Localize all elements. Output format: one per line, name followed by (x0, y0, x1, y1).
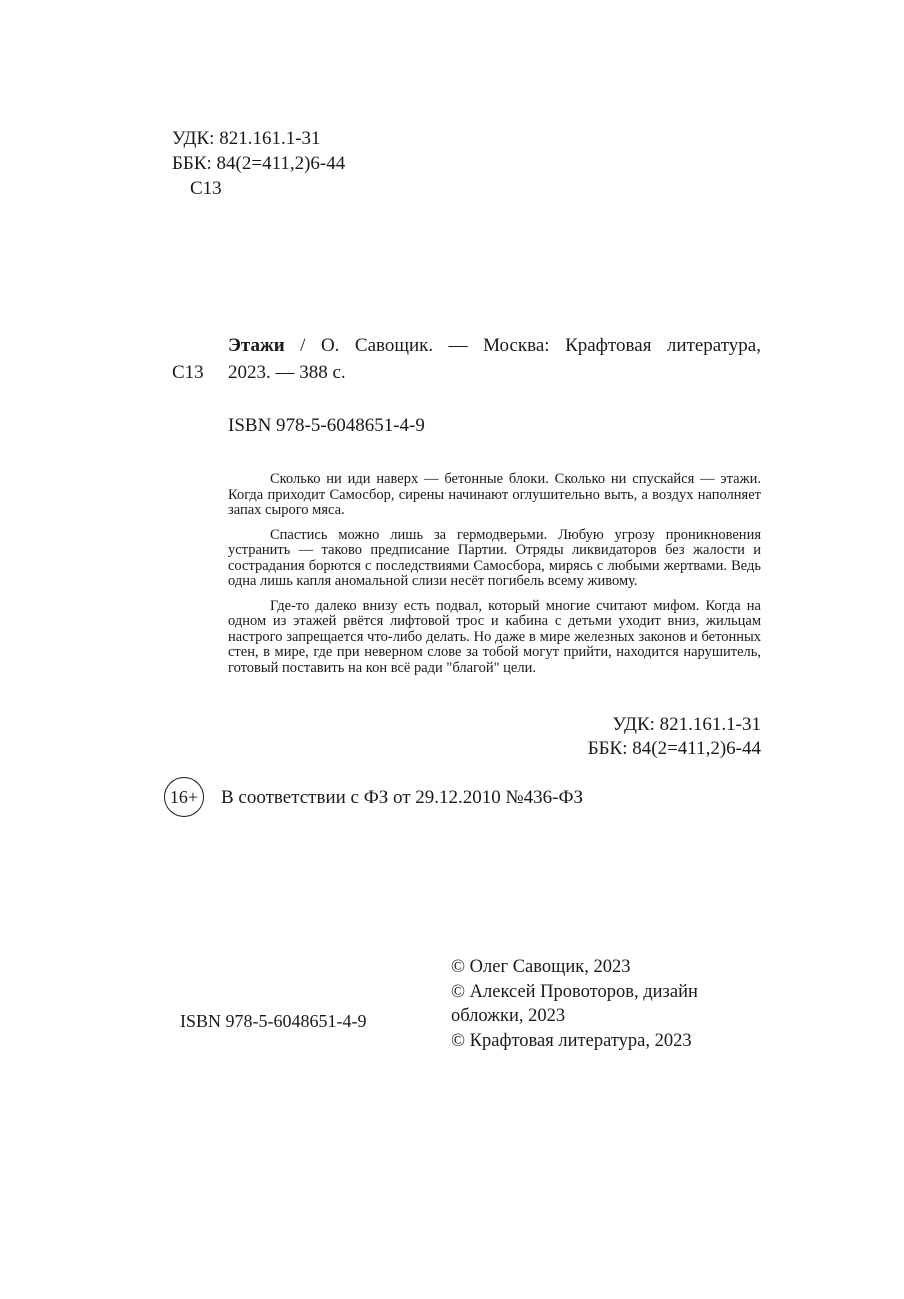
book-title: Этажи (228, 335, 285, 356)
isbn-bottom: ISBN 978-5-6048651-4-9 (180, 1011, 367, 1031)
annotation-paragraph: Где-то далеко внизу есть подвал, который многие считают мифом. Когда на одном из этажей рвётся лифтовой трос и кабина с детьми уходит вниз, жильцам настрого запрещается что-либо делать. Но даже в мире железных законов и бетонных стен, в мире, где при неверном слове за тобой могут прийти, находится нарушитель, готовый поставить на кон всё ради "благой" цели. (228, 597, 761, 676)
annotation-paragraph: Сколько ни иди наверх — бетонные блоки. Сколько ни спускайся — этажи. Когда приходит Самосбор, сирены начинают оглушительно выть, а воздух наполняет запах сырого мяса. (228, 471, 761, 518)
copyright-line: © Алексей Провоторов, дизайн (451, 981, 698, 1002)
isbn-main: ISBN 978-5-6048651-4-9 (228, 415, 425, 436)
copyright-block (451, 955, 751, 1053)
copyright-line: обложки, 2023 (451, 1006, 566, 1026)
age-rating-badge: 16+ (164, 777, 204, 817)
bibliographic-line-1 (228, 334, 761, 358)
copyright-line: © Крафтовая литература, 2023 (451, 1030, 692, 1051)
bibliographic-rest: / О. Савощик. — Москва: Крафтовая литература, (284, 335, 761, 356)
udk-code-top: УДК: 821.161.1-31 (172, 128, 321, 149)
udk-code-bottom: УДК: 821.161.1-31 (612, 714, 761, 735)
author-mark-top: С13 (190, 178, 222, 199)
bibliographic-line-2: 2023. — 388 с. (228, 362, 346, 383)
author-mark-left: С13 (172, 362, 204, 383)
bbk-code-top: ББК: 84(2=411,2)6-44 (172, 153, 346, 174)
annotation-paragraph: Спастись можно лишь за гермодверьми. Любую угрозу проникновения устранить — таково предписание Партии. Отряды ликвидаторов без жалости и сострадания борются с последствиями Самосбора, мирясь с любыми жертвами. Ведь одна лишь капля аномальной слизи несёт погибель всему живому. (228, 526, 761, 589)
bbk-code-bottom: ББК: 84(2=411,2)6-44 (587, 738, 761, 759)
copyright-line: © Олег Савощик, 2023 (451, 957, 631, 977)
age-rating-note: В соответствии с ФЗ от 29.12.2010 №436-ФЗ (221, 787, 584, 808)
annotation (228, 472, 761, 685)
